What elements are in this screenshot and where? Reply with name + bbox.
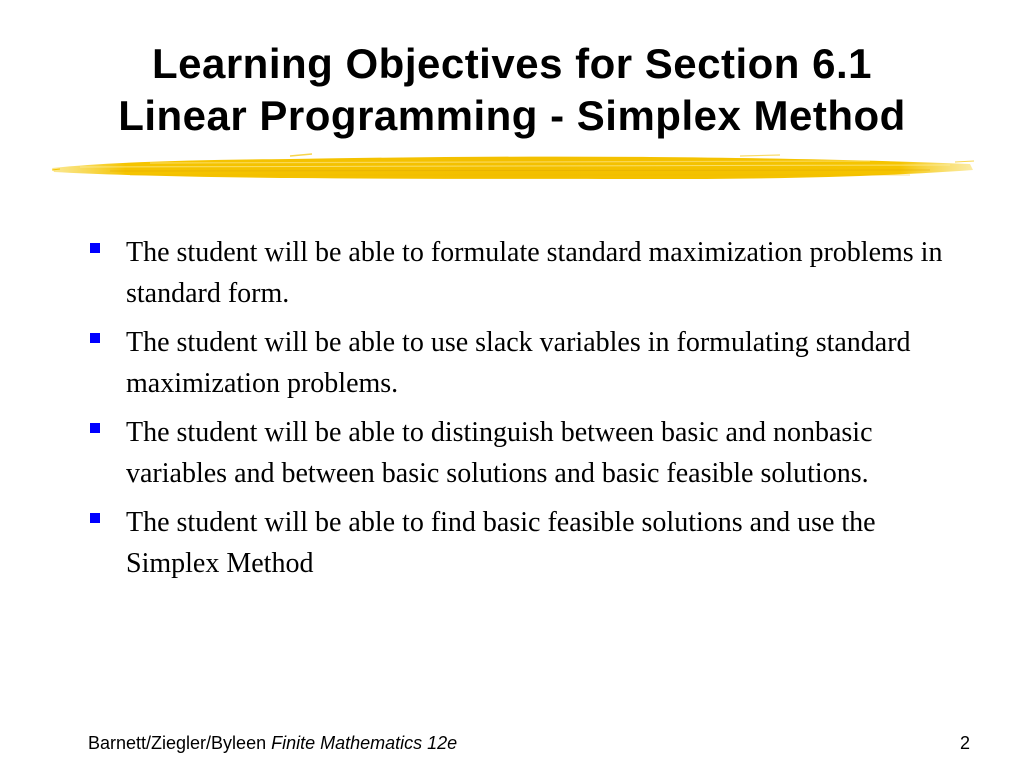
footer-authors: Barnett/Ziegler/Byleen: [88, 733, 272, 753]
bullet-text: The student will be able to formulate standard maximization problems in standard form.: [126, 237, 943, 309]
title-line-1: Learning Objectives for Section 6.1: [151, 40, 873, 87]
bullet-text: The student will be able to distinguish between basic and nonbasic variables and between basic solutions and basic feasible solutions.: [126, 417, 873, 489]
objectives-list: [88, 232, 968, 592]
list-item: [88, 412, 968, 494]
square-bullet-icon: [90, 513, 100, 523]
list-item: [88, 322, 968, 404]
page-number: 2: [959, 733, 970, 753]
footer-book-title: Finite Mathematics 12e: [271, 733, 458, 753]
bullet-text: The student will be able to find basic feasible solutions and use the Simplex Method: [126, 507, 876, 579]
square-bullet-icon: [90, 333, 100, 343]
brush-stroke-underline: [50, 148, 975, 188]
bullet-text: The student will be able to use slack variables in formulating standard maximization problems.: [126, 327, 911, 399]
square-bullet-icon: [90, 243, 100, 253]
square-bullet-icon: [90, 423, 100, 433]
list-item: [88, 232, 968, 314]
slide-title: [20, 38, 1004, 142]
title-line-2: Linear Programming - Simplex Method: [118, 92, 906, 139]
list-item: [88, 502, 968, 584]
footer-citation: [88, 733, 457, 754]
